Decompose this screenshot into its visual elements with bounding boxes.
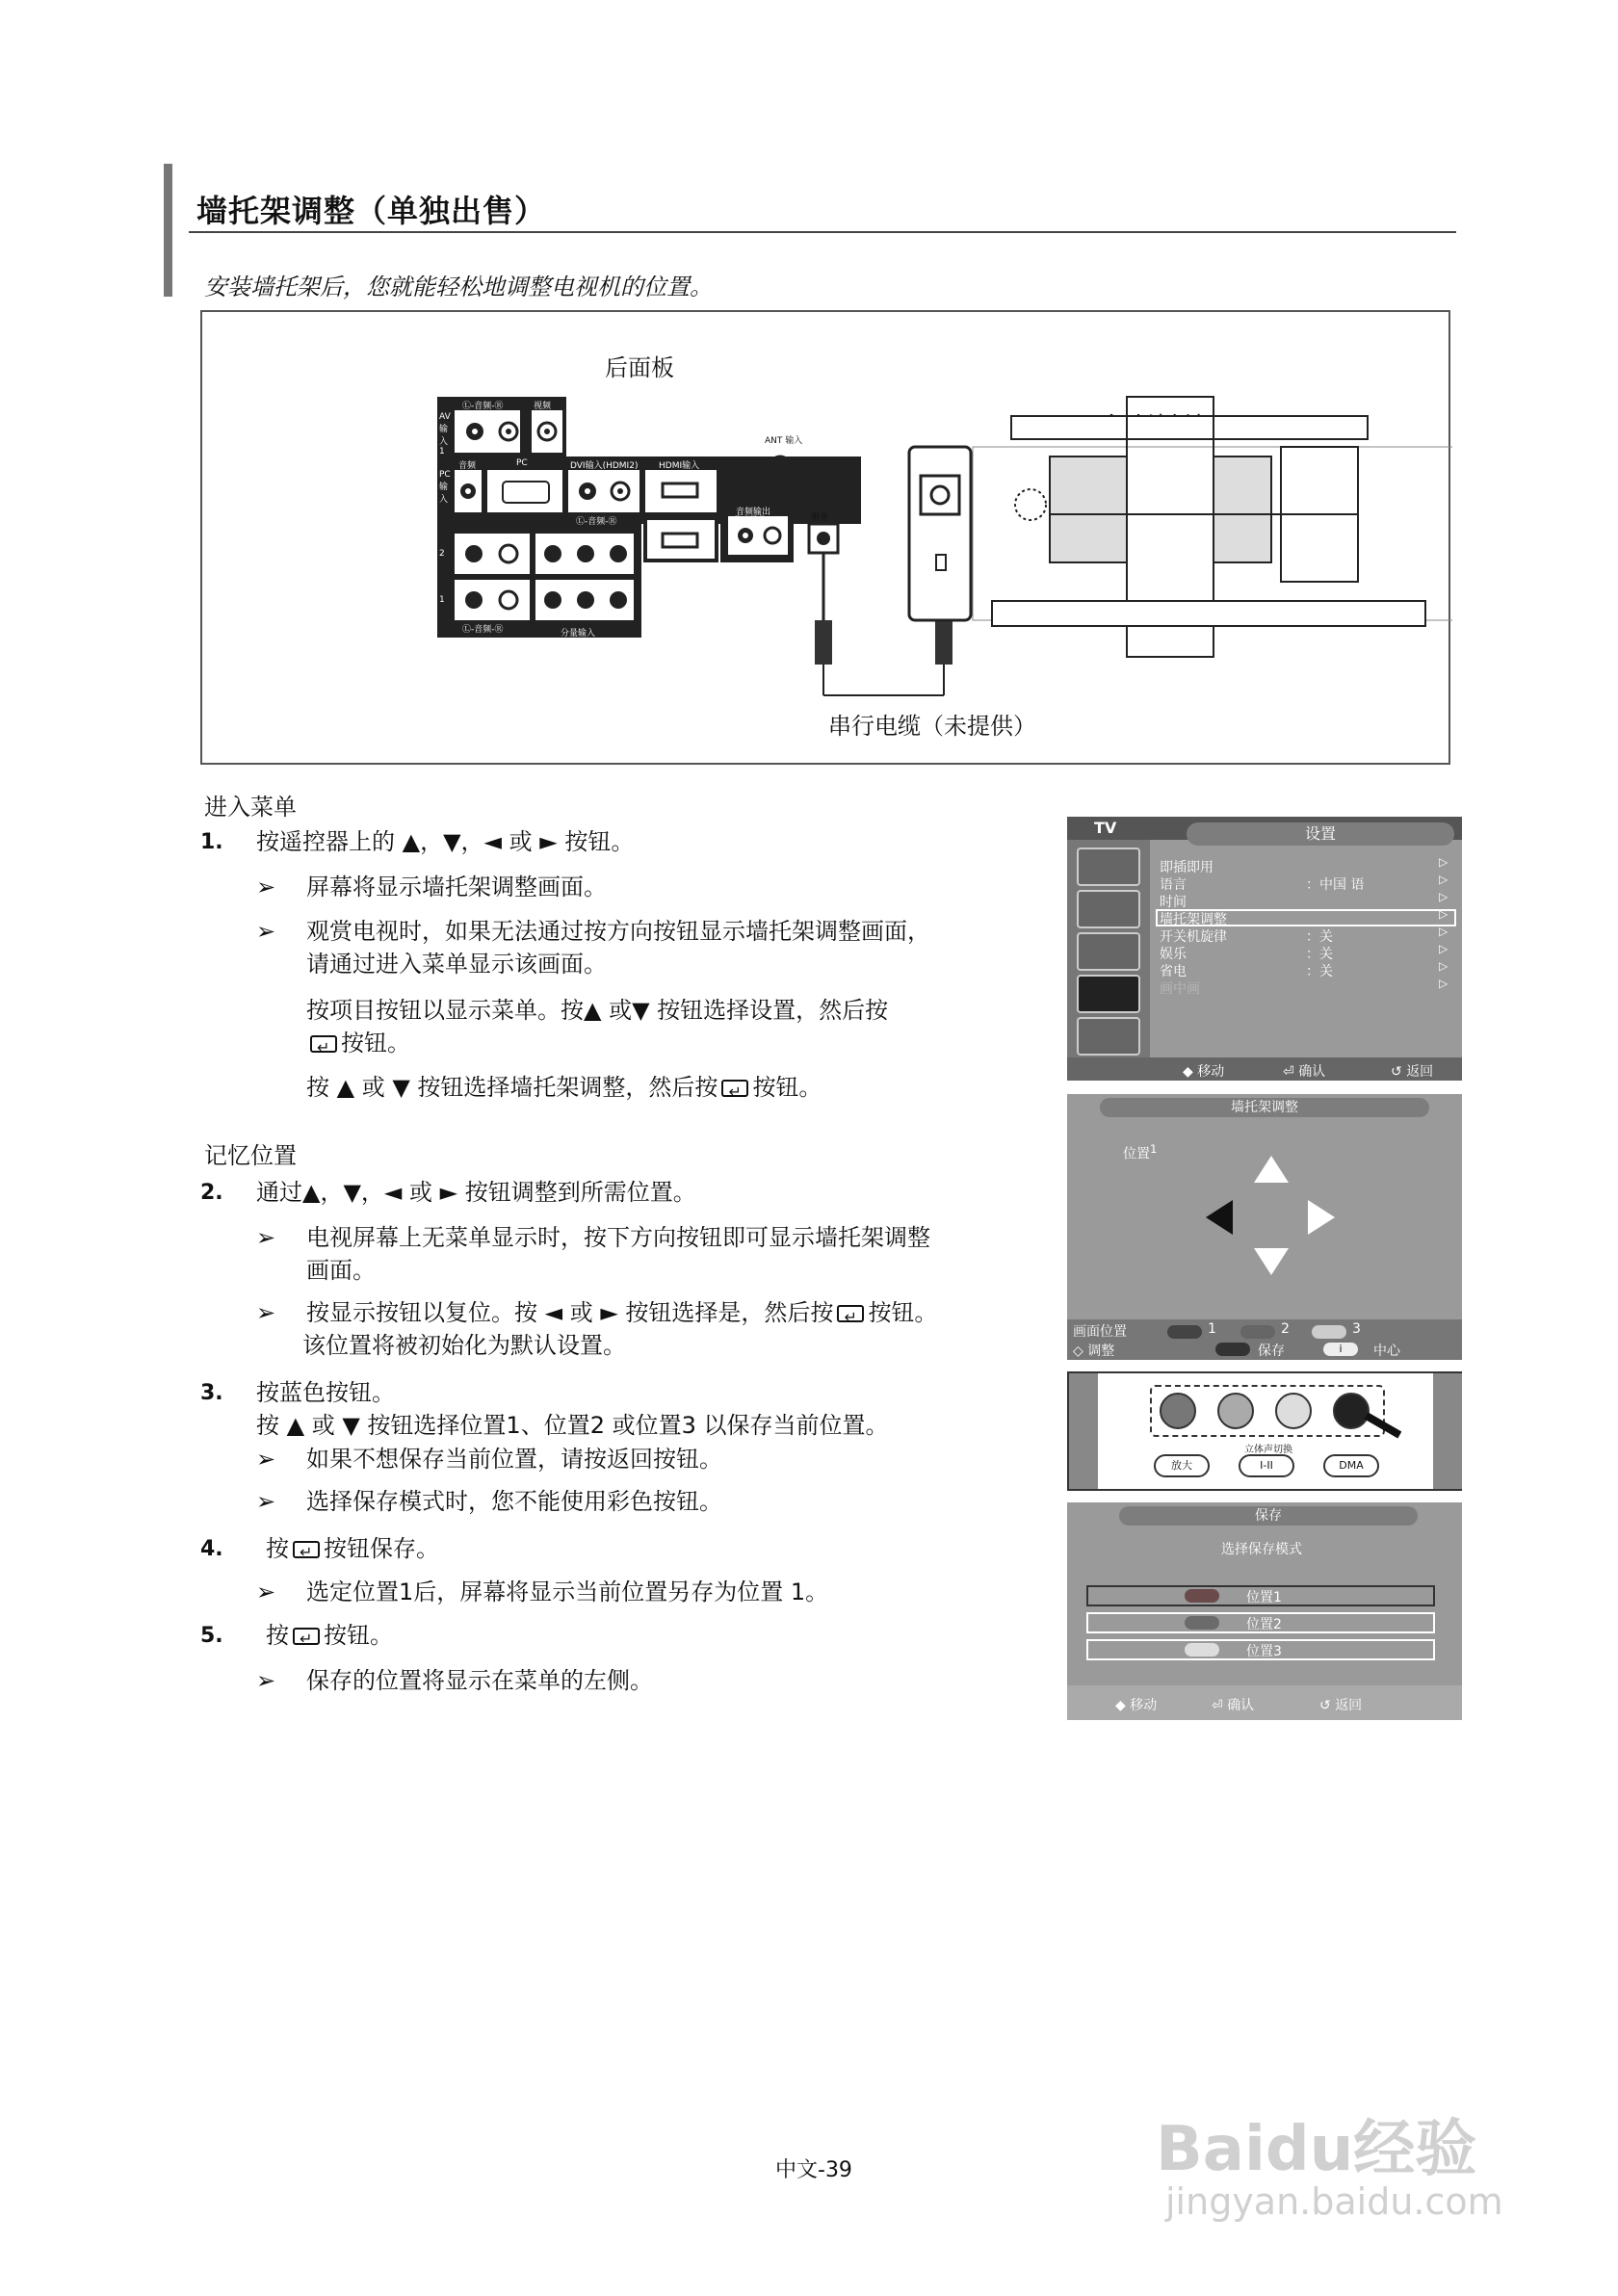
component-audio-label: Ⓛ-音频-Ⓡ [462, 625, 504, 635]
menu-item-wall-mount[interactable]: 墙托架调整 [1160, 912, 1227, 927]
remote-right-edge [1433, 1373, 1462, 1489]
enter-icon [293, 1628, 320, 1645]
arrow-icon: ➢ [256, 1488, 276, 1515]
row-1-label: 1 [439, 595, 445, 605]
menu-title: 设置 [1187, 822, 1454, 846]
arrow-icon: ➢ [256, 874, 276, 900]
footer-return: ↺ 返回 [1391, 1064, 1434, 1080]
green-button-icon [1185, 1616, 1219, 1630]
menu-item-entertainment[interactable]: 娱乐 [1160, 947, 1187, 962]
note-3: ➢ 电视屏幕上无菜单显示时，按下方向按钮即可显示墙托架调整 [256, 1221, 930, 1254]
save-title: 保存 [1119, 1506, 1418, 1526]
down-arrow-icon[interactable] [1254, 1248, 1289, 1275]
note-6: ➢ 选择保存模式时，您不能使用彩色按钮。 [256, 1485, 722, 1518]
up-arrow-icon[interactable] [1254, 1156, 1289, 1183]
slot-1-label: 位置1 [1246, 1590, 1282, 1605]
menu-item-time[interactable]: 时间 [1160, 895, 1187, 910]
save-screen [1067, 1502, 1462, 1720]
footer-move: ◆ 移动 [1183, 1064, 1225, 1080]
watermark-logo: Baidu经验 [1156, 2114, 1477, 2185]
adjust-label: ◇ 调整 [1073, 1344, 1115, 1359]
component-label: 分量输入 [561, 629, 596, 639]
note-2-cont: 请通过进入菜单显示该画面。 [306, 951, 607, 978]
red-button[interactable] [1160, 1393, 1196, 1429]
step-5-text: 按↵ 按钮。 [266, 1620, 393, 1651]
pc-in-label: PC 输入 [439, 470, 451, 505]
section-side-bar [164, 164, 172, 297]
sound-icon[interactable] [1077, 890, 1140, 928]
note-8: ➢ 保存的位置将显示在菜单的左侧。 [256, 1664, 653, 1697]
step-3-line-1: 按蓝色按钮。 [256, 1379, 395, 1406]
info-button-icon: i [1323, 1343, 1358, 1356]
menu-item-power-save[interactable]: 省电 [1160, 964, 1187, 979]
audio-out-label: 音频输出 [736, 508, 771, 517]
page-subtitle: 安装墙托架后，您就能轻松地调整电视机的位置。 [204, 274, 713, 300]
menu-arrow-icons: ▷ ▷ ▷ ▷ ▷ ▷ ▷ ▷ [1439, 855, 1448, 990]
connection-diagram [200, 310, 1450, 765]
step-2-number: 2. [200, 1181, 223, 1205]
pc-label: PC [516, 458, 528, 468]
section-memory-position: 记忆位置 [204, 1142, 297, 1169]
rear-panel-label: 后面板 [605, 354, 674, 381]
yellow-button-icon [1185, 1643, 1219, 1657]
save-footer-return: ↺ 返回 [1319, 1698, 1363, 1713]
step-4-number: 4. [200, 1537, 223, 1561]
zoom-button[interactable]: 放大 [1154, 1454, 1210, 1477]
position-label: 位置$^1$ [1123, 1142, 1158, 1162]
note-4: ➢ 按显示按钮以复位。按 ◄ 或 ► 按钮选择是，然后按↵ 按钮。 [256, 1296, 937, 1329]
audio-label: 音频 [458, 461, 477, 471]
remote-left-edge [1069, 1373, 1098, 1489]
title-divider [189, 231, 1456, 233]
section-enter-menu: 进入菜单 [204, 794, 297, 821]
video-label: 视频 [534, 402, 552, 411]
save-footer-move: ◆ 移动 [1115, 1698, 1158, 1713]
arrow-icon: ➢ [256, 1578, 276, 1605]
enter-icon: ⏎ [1212, 1698, 1228, 1713]
preset-1-label: 1 [1208, 1321, 1216, 1337]
enter-icon: ⏎ [1283, 1064, 1299, 1080]
red-button-icon [1167, 1325, 1202, 1339]
instruction-1b: ↵按钮。 [306, 1027, 410, 1059]
step-1-text: 按遥控器上的 ▲，▼，◄ 或 ► 按钮。 [256, 828, 635, 855]
step-5-number: 5. [200, 1624, 223, 1648]
left-arrow-icon[interactable] [1206, 1200, 1233, 1235]
menu-item-pip[interactable]: 画中画 [1160, 981, 1200, 997]
note-5: ➢ 如果不想保存当前位置，请按返回按钮。 [256, 1443, 722, 1475]
enter-icon [837, 1305, 864, 1322]
red-button-icon [1185, 1589, 1219, 1603]
blue-button[interactable] [1333, 1393, 1370, 1429]
menu-value-language: ：中国 语 [1306, 877, 1365, 893]
av-in-label: AV 输入 1 [439, 412, 451, 457]
instruction-2: 按 ▲ 或 ▼ 按钮选择墙托架调整，然后按↵ 按钮。 [306, 1071, 822, 1104]
preset-3-label: 3 [1352, 1321, 1361, 1337]
setup-gear-icon[interactable] [1077, 975, 1140, 1013]
save-subtitle: 选择保存模式 [1221, 1542, 1302, 1557]
av-audio-label: Ⓛ-音频-Ⓡ [462, 402, 504, 411]
ant-label: ANT 输入 [765, 436, 803, 446]
enter-icon [310, 1035, 337, 1053]
return-icon: ↺ [1319, 1698, 1336, 1713]
blue-button-icon [1215, 1343, 1250, 1356]
step-2-text: 通过▲，▼，◄ 或 ► 按钮调整到所需位置。 [256, 1179, 696, 1206]
audio-out-lr-label: Ⓛ-音频-Ⓡ [734, 515, 767, 523]
arrow-icon: ➢ [256, 1224, 276, 1251]
service-label: 服务 [811, 513, 829, 523]
step-1-number: 1. [200, 830, 223, 854]
picture-icon[interactable] [1077, 848, 1140, 886]
dvi-audio-label: Ⓛ-音频-Ⓡ [576, 517, 617, 527]
slot-3-label: 位置3 [1246, 1644, 1282, 1659]
note-3-cont: 画面。 [306, 1257, 376, 1284]
note-4-cont: 该位置将被初始化为默认设置。 [302, 1332, 626, 1359]
footer-enter: ⏎ 确认 [1283, 1064, 1326, 1080]
return-icon: ↺ [1391, 1064, 1407, 1080]
menu-value-entertainment: ：关 [1306, 947, 1333, 962]
step-3-line-2: 按 ▲ 或 ▼ 按钮选择位置1、位置2 或位置3 以保存当前位置。 [256, 1412, 889, 1439]
yellow-button[interactable] [1275, 1393, 1312, 1429]
remote-closeup [1067, 1371, 1462, 1491]
arrow-icon: ➢ [256, 1446, 276, 1473]
center-label: 中心 [1373, 1344, 1400, 1359]
green-button[interactable] [1217, 1393, 1254, 1429]
stereo-label: 立体声切换 [1244, 1445, 1292, 1455]
menu-value-melody: ：关 [1306, 929, 1333, 945]
watermark-url: jingyan.baidu.com [1165, 2180, 1503, 2223]
menu-value-power-save: ：关 [1306, 964, 1333, 979]
dual-button[interactable]: I-II [1239, 1454, 1294, 1477]
menu-item-plug-and-play[interactable]: 即插即用 [1160, 860, 1214, 875]
enter-icon [721, 1080, 748, 1097]
page-title: 墙托架调整（单独出售） [196, 193, 547, 229]
enter-icon [293, 1541, 320, 1558]
adjust-title: 墙托架调整 [1100, 1098, 1429, 1117]
note-1: ➢ 屏幕将显示墙托架调整画面。 [256, 871, 607, 903]
screen-position-label: 画面位置 [1073, 1324, 1127, 1340]
save-label: 保存 [1258, 1344, 1285, 1359]
note-2: ➢ 观赏电视时，如果无法通过按方向按钮显示墙托架调整画面， [256, 915, 930, 948]
hdmi-label: HDMI输入 [659, 461, 700, 471]
slot-2-label: 位置2 [1246, 1617, 1282, 1632]
dma-button[interactable]: DMA [1323, 1454, 1379, 1477]
right-arrow-icon[interactable] [1308, 1200, 1335, 1235]
save-footer-enter: ⏎ 确认 [1212, 1698, 1255, 1713]
instruction-1a: 按项目按钮以显示菜单。按▲ 或▼ 按钮选择设置，然后按 [306, 997, 889, 1024]
arrow-icon: ➢ [256, 1299, 276, 1326]
page-number: 中文-39 [775, 2158, 852, 2182]
step-4-text: 按↵ 按钮保存。 [266, 1533, 439, 1564]
step-3-number: 3. [200, 1381, 223, 1405]
dvi-label: DVI输入(HDMI2) [570, 461, 639, 471]
input-icon[interactable] [1077, 1017, 1140, 1056]
arrow-icon: ➢ [256, 1667, 276, 1694]
yellow-button-icon [1312, 1325, 1346, 1339]
preset-2-label: 2 [1281, 1321, 1290, 1337]
cable-label: 串行电缆（未提供） [828, 713, 1036, 740]
rear-panel-illustration [202, 312, 1452, 767]
note-7: ➢ 选定位置1后，屏幕将显示当前位置另存为位置 1。 [256, 1576, 828, 1608]
arrow-icon: ➢ [256, 918, 276, 945]
channel-icon[interactable] [1077, 932, 1140, 971]
setup-menu-screen [1067, 817, 1462, 1081]
menu-item-language[interactable]: 语言 [1160, 877, 1187, 893]
menu-item-melody[interactable]: 开关机旋律 [1160, 929, 1227, 945]
tv-label: TV [1094, 819, 1117, 837]
row-2-label: 2 [439, 549, 445, 559]
green-button-icon [1240, 1325, 1275, 1339]
wall-mount-adjust-screen [1067, 1094, 1462, 1360]
